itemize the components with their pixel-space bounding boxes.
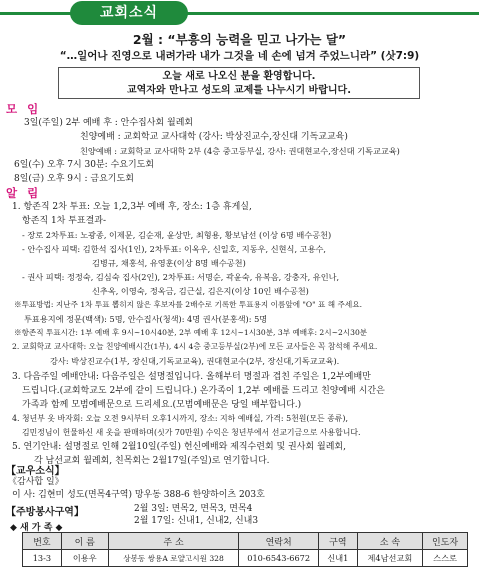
kitchen-service-line: 2월 3일: 면목2, 면목3, 면목4 bbox=[134, 504, 253, 514]
monthly-theme-title: 2월 : “부흥의 능력을 믿고 나가는 달” bbox=[132, 32, 347, 47]
meeting-line: 6일(수) 오후 7시 30분: 수요기도회 bbox=[14, 160, 155, 170]
column-header: 소 속 bbox=[357, 533, 422, 550]
table-cell: 13-3 bbox=[23, 550, 62, 567]
notice-line: 2. 교회학교 교사대학: 오늘 친양예배시간(1부), 4시 4층 중고등부실(2부)에 모든 교사들은 꼭 참석해 주세요. bbox=[12, 342, 378, 351]
notice-line: 4. 청년부 옷 바자회: 오늘 오전 9시부터 오후1시까지, 장소: 지하 예배실, 가격: 5천원(모든 종류), bbox=[12, 414, 349, 423]
notice-line: 가족과 함께 모범예배문으로 드리세요.(모범예배문은 당일 배부합니다.) bbox=[22, 400, 302, 410]
notice-line: 항존직 1차 투표결과- bbox=[22, 216, 107, 226]
notice-line: - 권사 피택: 정정숙, 김심숙 집사(2인), 2차투표: 서명순, 곽윤숙, 유복음, 강충자, 유인나, bbox=[22, 272, 340, 282]
notice-line: 3. 다음주일 예배안내: 다음주일은 설명절입니다. 올해부터 명절과 겹친 주일은 1,2부예배만 bbox=[12, 372, 371, 382]
member-news-line: 이 사: 김현미 성도(면목4구역) 망우동 388-6 한양하이츠 203호 bbox=[12, 490, 265, 500]
notice-line: 각 남선교회 월례회, 친목회는 2월17일(주일)로 연기합니다. bbox=[34, 456, 270, 466]
notices-heading: 알 림 bbox=[6, 186, 42, 200]
notice-line: 김민정님이 헌물하신 새 옷을 판매하며(싯가 70만원) 수익은 청년부에서 선교기금으로 사용합니다. bbox=[22, 428, 361, 437]
notice-line: ※항존직 투표시간: 1부 예배 후 9시~10시40분, 2부 예배 후 12시~1시30분, 3부 예배후: 2시~2시30분 bbox=[14, 328, 368, 337]
notice-line: 김병규, 채홍석, 유영훈(이상 8명 배수공천) bbox=[92, 258, 246, 268]
new-family-table bbox=[22, 532, 468, 567]
monthly-theme-verse: “…일어나 진영으로 내려가라 내가 그것을 네 손에 넘겨 주었느니라” (삿7:9) bbox=[59, 50, 420, 62]
notice-line: 1. 항존직 2차 투표: 오늘 1,2,3부 예배 후, 장소: 1층 휴게실, bbox=[12, 202, 252, 212]
column-header: 인도자 bbox=[423, 533, 468, 550]
notice-line: 신추옥, 이영숙, 정옥금, 김근실, 김은지(이상 10인 배수공천) bbox=[92, 286, 309, 296]
meeting-line: 친양예배 : 교회학교 교사대학 2부 (4층 중고등부실, 강사: 권대현교수,장신대 기독교교육) bbox=[80, 146, 400, 156]
column-header: 이 름 bbox=[61, 533, 108, 550]
table-cell: 스스로 bbox=[423, 550, 468, 567]
table-cell: 상봉동 쌍용A 로얄고시원 328 bbox=[108, 550, 239, 567]
notice-line: - 안수집사 피택: 김한석 집사(1인), 2차투표: 이옥우, 신일호, 지동우, 신현식, 고용수, bbox=[22, 244, 327, 254]
meeting-line: 친양예배 : 교회학교 교사대학 (강사: 박상진교수,장신대 기독교교육) bbox=[80, 132, 348, 142]
table-row bbox=[23, 550, 468, 567]
notice-line: 5. 연기안내: 설명절로 인해 2월10일(주일) 헌신예배와 제직수련회 및 권사회 월례회, bbox=[12, 442, 346, 452]
column-header: 주 소 bbox=[108, 533, 239, 550]
member-news-heading: 【교우소식】 bbox=[6, 466, 65, 477]
meetings-heading: 모 임 bbox=[6, 102, 42, 116]
column-header: 구역 bbox=[318, 533, 357, 550]
member-news-subheading: 《감사합 일》 bbox=[8, 477, 64, 487]
table-header-row bbox=[23, 533, 468, 550]
table-cell: 010-6543-6672 bbox=[239, 550, 319, 567]
notice-line: 드립니다.(교회학교도 2부에 같이 드립니다.) 온가족이 1,2부 예배를 드리고 친양예배 시간은 bbox=[22, 386, 385, 396]
meeting-line: 8일(금) 오후 9시 : 금요기도회 bbox=[14, 174, 134, 184]
meeting-line: 3일(주일) 2부 예배 후 : 안수집사회 월례회 bbox=[24, 118, 194, 128]
notice-line: 강사: 박상진교수(1부, 장신대,기독교교육), 권대현교수(2부, 장신대,기독교교육). bbox=[50, 356, 340, 366]
new-family-heading: ◆ 새 가 족 ◆ bbox=[10, 523, 63, 533]
column-header: 번호 bbox=[23, 533, 62, 550]
kitchen-service-heading: 【주방봉사구역】 bbox=[6, 507, 84, 518]
section-banner bbox=[0, 0, 479, 26]
kitchen-service-line: 2월 17일: 신내1, 신내2, 신내3 bbox=[134, 516, 259, 526]
notice-line: ※투표방법: 지난주 1차 투표 뽑히지 않은 후보자를 2배수로 기록한 투표용지 이름앞에 "O" 표 해 주세요. bbox=[14, 300, 362, 309]
welcome-line-2: 교역자와 만나고 성도의 교제를 나누시기 바랍니다. bbox=[126, 85, 352, 96]
welcome-line-1: 오늘 새로 나오신 분을 환영합니다. bbox=[162, 71, 316, 82]
table-cell: 이용우 bbox=[61, 550, 108, 567]
notice-line: - 장로 2차투표: 노광종, 이제문, 김순재, 윤상만, 최형용, 황보남선 (이상 6명 배수공천) bbox=[22, 230, 332, 240]
welcome-box bbox=[58, 67, 420, 99]
column-header: 연락처 bbox=[239, 533, 319, 550]
notice-line: 투표용지에 정문(백색): 5명, 안수집사(청색): 4명 권사(분홍색): 5명 bbox=[24, 314, 268, 324]
banner-title: 교회소식 bbox=[70, 1, 188, 25]
table-cell: 신내1 bbox=[318, 550, 357, 567]
table-cell: 제4남선교회 bbox=[357, 550, 422, 567]
